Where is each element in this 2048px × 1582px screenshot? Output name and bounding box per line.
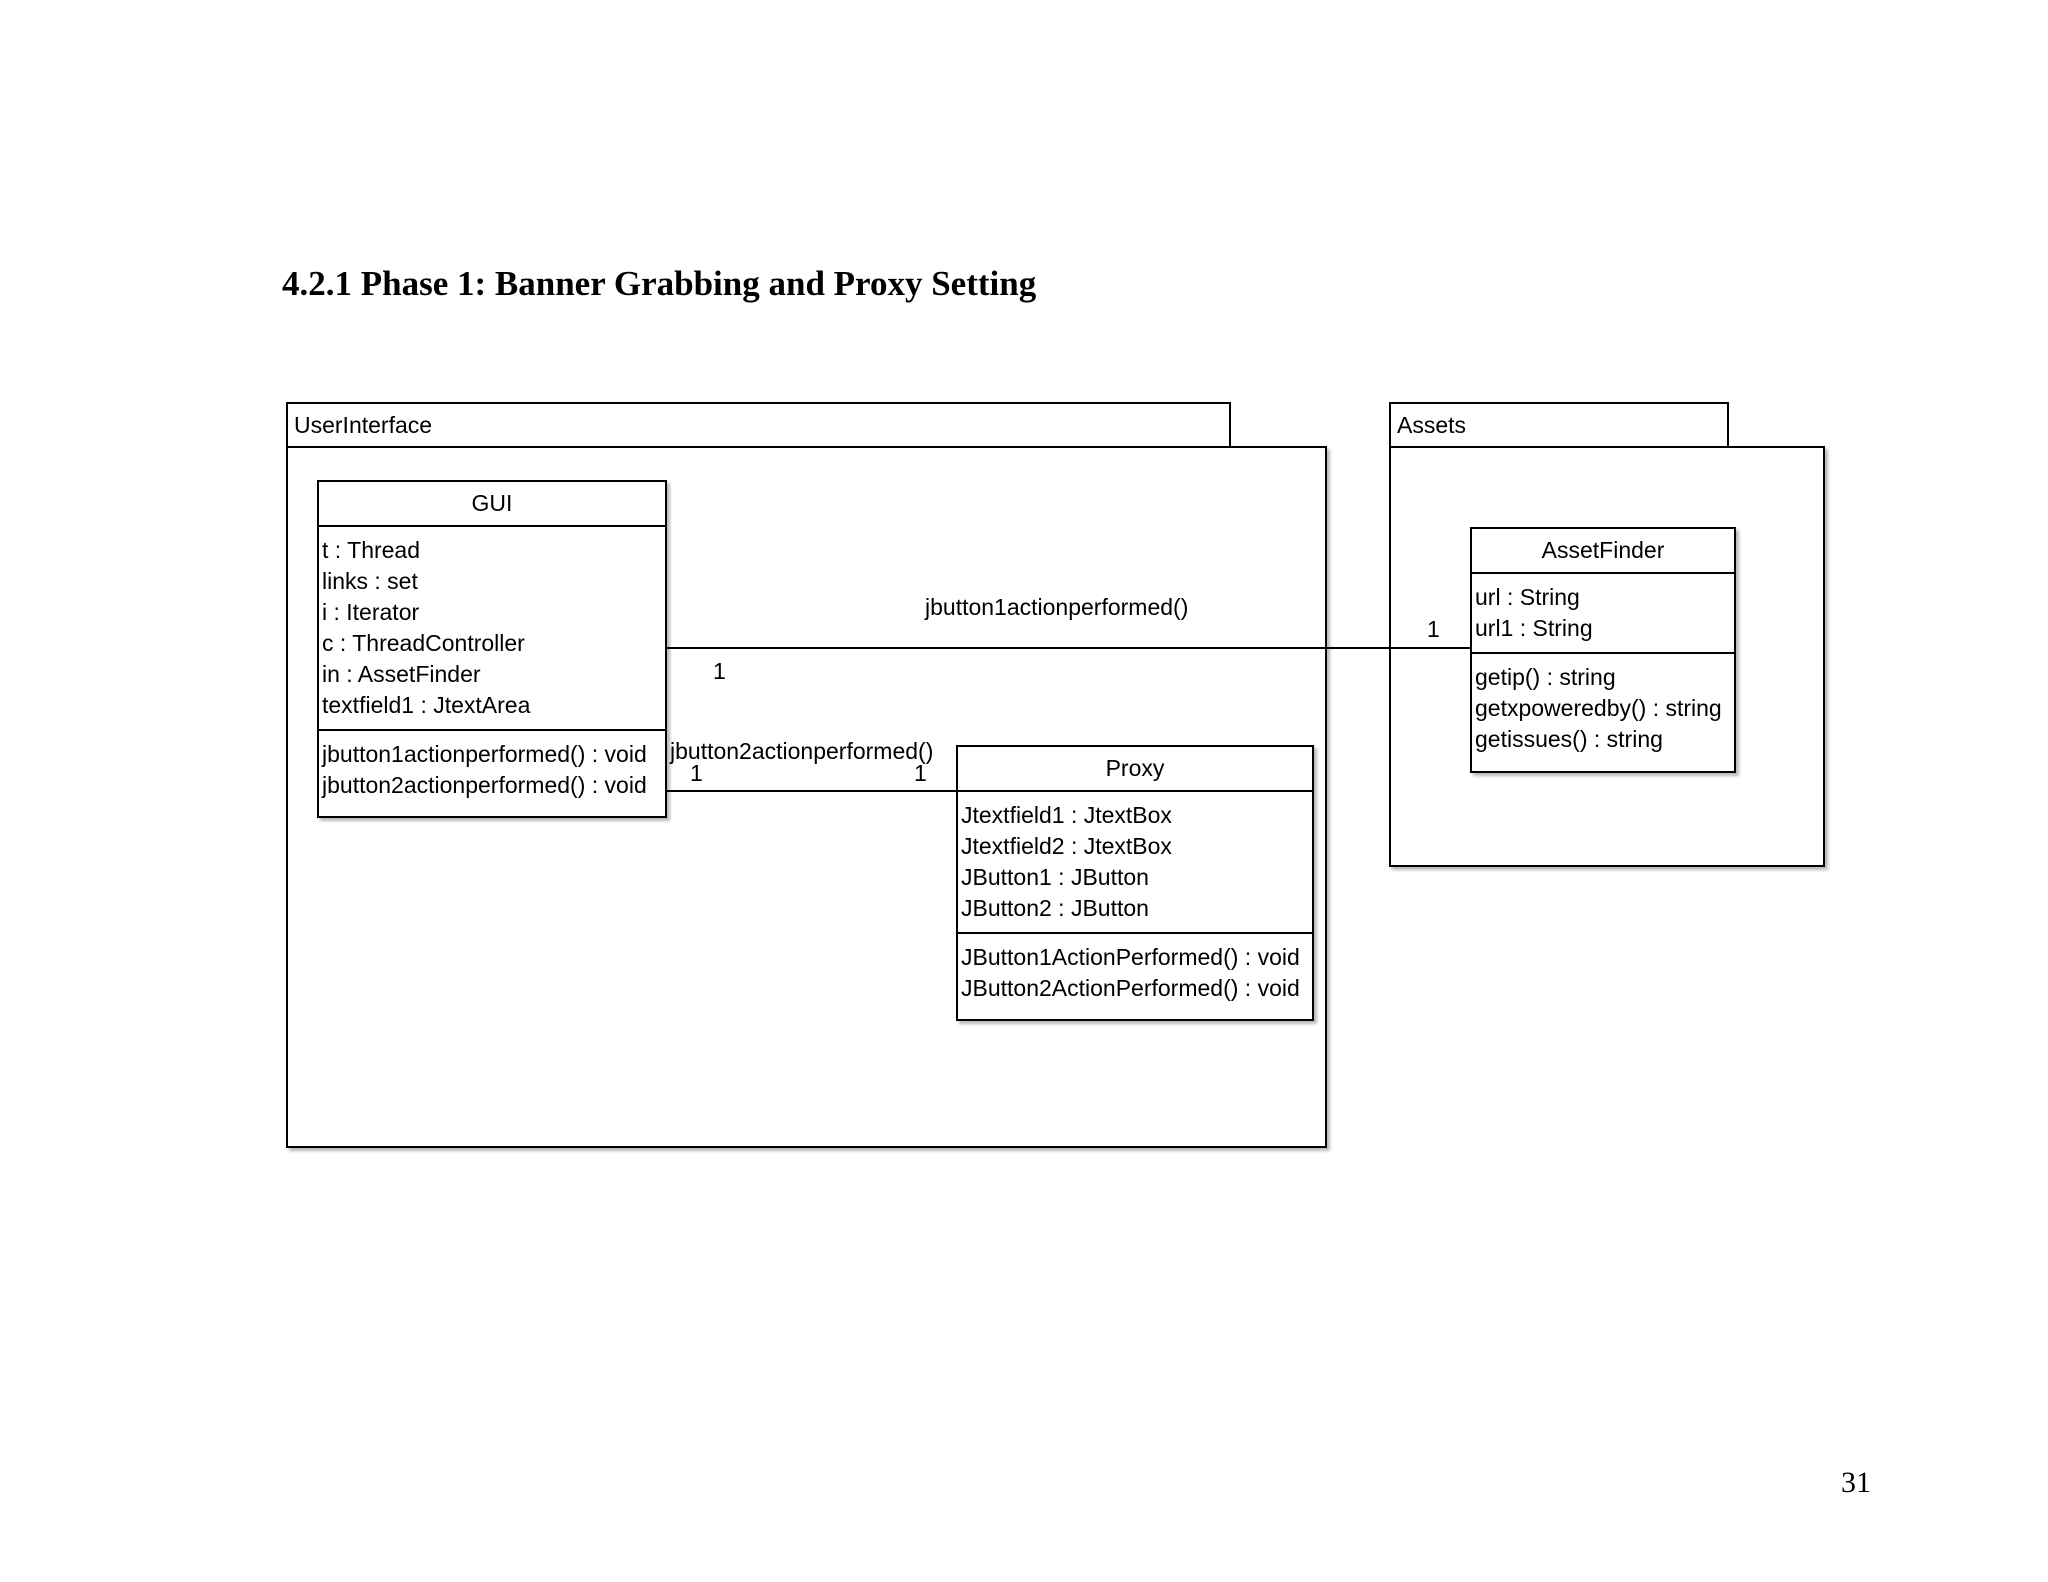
attribute: Jtextfield2 : JtextBox bbox=[961, 833, 1172, 859]
attribute: c : ThreadController bbox=[322, 630, 525, 656]
attribute: url1 : String bbox=[1475, 615, 1593, 641]
multiplicity-gui-end: 1 bbox=[690, 760, 703, 786]
method: getxpoweredby() : string bbox=[1475, 695, 1722, 721]
attribute: t : Thread bbox=[322, 537, 421, 563]
multiplicity-gui-end: 1 bbox=[713, 658, 726, 684]
attribute: JButton2 : JButton bbox=[961, 895, 1149, 921]
attribute: textfield1 : JtextArea bbox=[322, 692, 531, 718]
class-assetfinder bbox=[1470, 527, 1736, 773]
page-number: 31 bbox=[1841, 1466, 1871, 1499]
method: jbutton2actionperformed() : void bbox=[322, 772, 647, 798]
class-assetfinder-attributes bbox=[1472, 574, 1734, 654]
class-assetfinder-methods bbox=[1472, 654, 1734, 755]
attribute: in : AssetFinder bbox=[322, 661, 481, 687]
package-userinterface-name: UserInterface bbox=[294, 412, 433, 438]
class-gui-name: GUI bbox=[319, 482, 665, 527]
class-proxy-name: Proxy bbox=[958, 747, 1312, 792]
method: jbutton1actionperformed() : void bbox=[322, 741, 647, 767]
method: JButton1ActionPerformed() : void bbox=[961, 944, 1300, 970]
class-proxy bbox=[956, 745, 1314, 1021]
attribute: links : set bbox=[322, 568, 418, 594]
method: getissues() : string bbox=[1475, 726, 1663, 752]
class-proxy-methods bbox=[958, 934, 1312, 1004]
package-assets-name: Assets bbox=[1397, 412, 1467, 438]
section-heading: 4.2.1 Phase 1: Banner Grabbing and Proxy Setting bbox=[282, 264, 1037, 303]
attribute: JButton1 : JButton bbox=[961, 864, 1149, 890]
attribute: url : String bbox=[1475, 584, 1580, 610]
method: JButton2ActionPerformed() : void bbox=[961, 975, 1300, 1001]
multiplicity-assetfinder-end: 1 bbox=[1427, 616, 1440, 642]
association-label-gui-proxy: jbutton2actionperformed() bbox=[670, 738, 934, 764]
attribute: i : Iterator bbox=[322, 599, 420, 625]
attribute: Jtextfield1 : JtextBox bbox=[961, 802, 1172, 828]
association-label-gui-assetfinder: jbutton1actionperformed() bbox=[925, 594, 1189, 620]
class-proxy-attributes bbox=[958, 792, 1312, 934]
class-gui bbox=[317, 480, 667, 818]
class-gui-methods bbox=[319, 731, 665, 801]
method: getip() : string bbox=[1475, 664, 1616, 690]
multiplicity-proxy-end: 1 bbox=[914, 760, 927, 786]
class-assetfinder-name: AssetFinder bbox=[1472, 529, 1734, 574]
class-gui-attributes bbox=[319, 527, 665, 731]
